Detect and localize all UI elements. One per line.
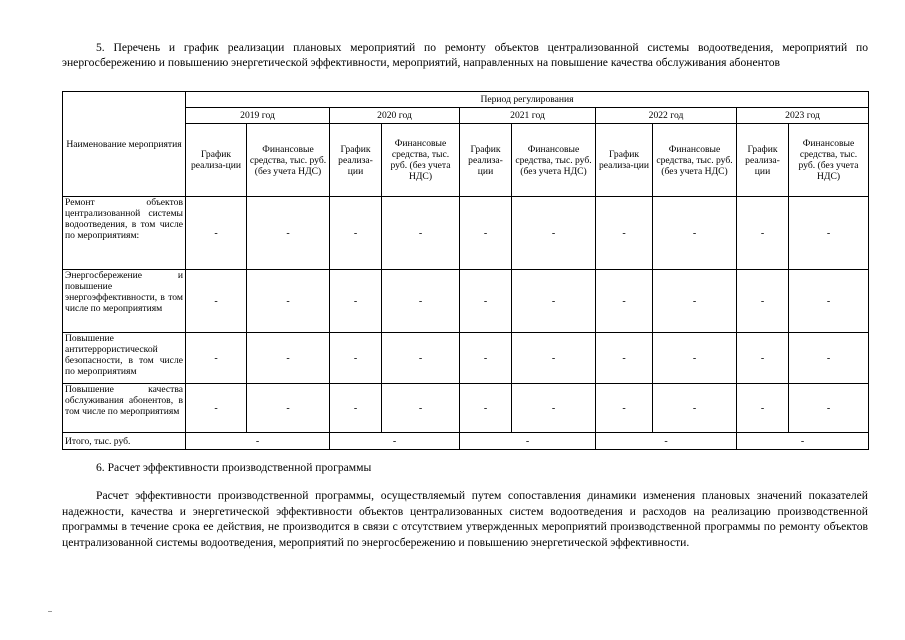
table-cell: - [653, 197, 737, 270]
table-cell: - [247, 197, 330, 270]
year-header: 2020 год [330, 108, 460, 124]
row-name: Ремонт объектов централизованной системы водоотведения, в том числе по мероприятиям: [63, 197, 186, 270]
table-cell: - [512, 384, 596, 433]
table-cell: - [653, 384, 737, 433]
table-cell: - [186, 384, 247, 433]
table-cell: - [789, 270, 869, 333]
table-cell: - [247, 333, 330, 384]
table-cell: - [653, 333, 737, 384]
table-cell: - [330, 197, 382, 270]
finance-subheader: Финансовые средства, тыс. руб. (без учета НДС) [653, 124, 737, 197]
total-cell: - [737, 433, 869, 450]
table-cell: - [512, 197, 596, 270]
table-cell: - [382, 197, 460, 270]
table-cell: - [460, 384, 512, 433]
table-row [63, 333, 869, 384]
table-row [63, 197, 869, 270]
table-cell: - [737, 270, 789, 333]
table-cell: - [596, 270, 653, 333]
table-cell: - [512, 270, 596, 333]
schedule-subheader: График реализа-ции [330, 124, 382, 197]
table-cell: - [653, 270, 737, 333]
table-cell: - [460, 333, 512, 384]
finance-subheader: Финансовые средства, тыс. руб. (без учета НДС) [247, 124, 330, 197]
table-cell: - [186, 197, 247, 270]
schedule-subheader: График реализа-ции [186, 124, 247, 197]
table-cell: - [596, 384, 653, 433]
table-cell: - [737, 197, 789, 270]
table-cell: - [382, 384, 460, 433]
total-cell: - [596, 433, 737, 450]
row-name: Повышение качества обслуживания абонентов, в том числе по мероприятиям [63, 384, 186, 433]
table-cell: - [460, 270, 512, 333]
table-cell: - [186, 270, 247, 333]
table-cell: - [330, 384, 382, 433]
table-cell: - [789, 384, 869, 433]
table-cell: - [330, 270, 382, 333]
scan-artifact [48, 611, 52, 612]
schedule-subheader: График реализа-ции [596, 124, 653, 197]
table-cell: - [382, 333, 460, 384]
schedule-subheader: График реализа-ции [737, 124, 789, 197]
total-label: Итого, тыс. руб. [63, 433, 186, 450]
table-cell: - [596, 333, 653, 384]
table-cell: - [382, 270, 460, 333]
table-cell: - [789, 333, 869, 384]
total-cell: - [460, 433, 596, 450]
finance-subheader: Финансовые средства, тыс. руб. (без учета НДС) [512, 124, 596, 197]
finance-subheader: Финансовые средства, тыс. руб. (без учета НДС) [789, 124, 869, 197]
name-column-header: Наименование мероприятия [63, 92, 186, 197]
section-6-heading: 6. Расчет эффективности производственной программы [96, 461, 372, 474]
table-row [63, 384, 869, 433]
finance-subheader: Финансовые средства, тыс. руб. (без учета НДС) [382, 124, 460, 197]
row-name: Повышение антитеррористической безопасности, в том числе по мероприятиям [63, 333, 186, 384]
total-cell: - [186, 433, 330, 450]
year-header: 2023 год [737, 108, 869, 124]
table-cell: - [330, 333, 382, 384]
section-5-heading: 5. Перечень и график реализации плановых мероприятий по ремонту объектов централизованной системы водоотведения, мероприятий по энергосбережению и повышению энергетической эффективности, мероприятий, направленных на повышение качества обслуживания абонентов [62, 41, 868, 69]
schedule-subheader: График реализа-ции [460, 124, 512, 197]
total-cell: - [330, 433, 460, 450]
table-cell: - [737, 333, 789, 384]
table-cell: - [460, 197, 512, 270]
table-cell: - [247, 384, 330, 433]
table-cell: - [186, 333, 247, 384]
table-row [63, 270, 869, 333]
year-header: 2019 год [186, 108, 330, 124]
year-header: 2022 год [596, 108, 737, 124]
total-row [63, 433, 869, 450]
measures-schedule-table [62, 91, 869, 450]
year-header: 2021 год [460, 108, 596, 124]
period-header: Период регулирования [186, 92, 869, 108]
table-cell: - [596, 197, 653, 270]
section-6-paragraph: Расчет эффективности производственной программы, осуществляемый путем сопоставления динамики изменения плановых значений показателей надежности, качества и энергетической эффективности объектов централизованных систем водоотведения и расходов на реализацию производственной программы в течение срока ее действия, не производится в связи с отсутствием утвержденных мероприятий производственной программы по ремонту объектов централизованной системы водоотведения, мероприятий по энергосбережению и повышению энергетической эффективности. [62, 489, 868, 549]
table-cell: - [737, 384, 789, 433]
row-name: Энергосбережение и повышение энергоэффективности, в том числе по мероприятиям [63, 270, 186, 333]
table-cell: - [247, 270, 330, 333]
table-cell: - [512, 333, 596, 384]
table-cell: - [789, 197, 869, 270]
